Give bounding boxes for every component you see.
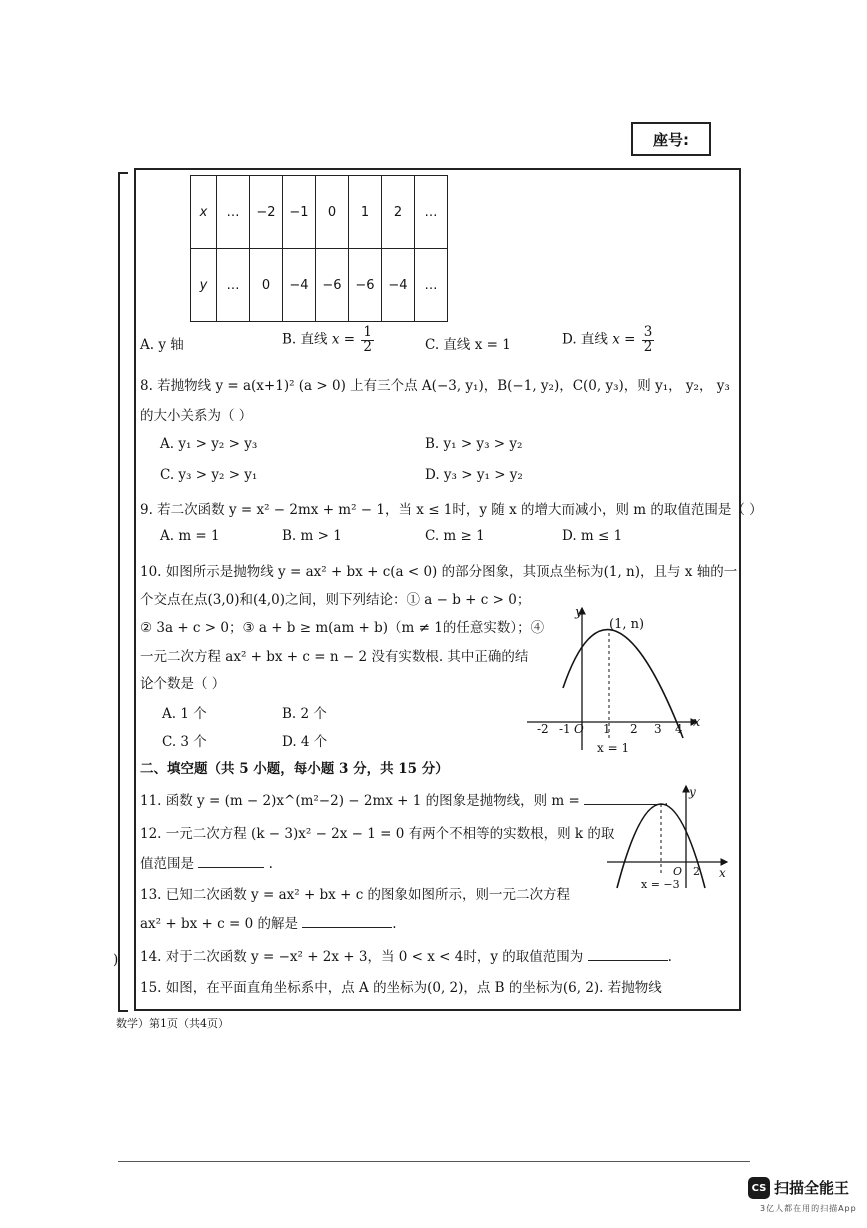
q9-option-b: B. m > 1 bbox=[282, 528, 342, 544]
q14-text: 14. 对于二次函数 y = −x² + 2x + 3，当 0 < x < 4时，y 的取值范围为 bbox=[140, 949, 584, 965]
table-cell: 0 bbox=[316, 176, 349, 249]
table-cell: y bbox=[191, 249, 217, 322]
x-axis-label: x bbox=[693, 715, 701, 730]
q13-stem-line2 bbox=[140, 912, 397, 932]
q8-option-b: B. y₁ > y₃ > y₂ bbox=[425, 436, 523, 452]
q12-stem-line2 bbox=[140, 852, 273, 872]
q12-end: . bbox=[268, 856, 273, 872]
fraction bbox=[642, 326, 655, 354]
y-axis-label: y bbox=[689, 785, 696, 799]
q11-stem bbox=[140, 789, 668, 809]
origin-label: O bbox=[574, 722, 584, 736]
q7-option-b: B. 直线 x = $\frac{1}{2}$ bbox=[282, 324, 372, 355]
q7-option-d-var: x bbox=[612, 331, 620, 348]
q12-stem-line1: 12. 一元二次方程 (k − 3)x² − 2x − 1 = 0 有两个不相等的实数根，则 k 的取 bbox=[140, 826, 615, 842]
scan-divider bbox=[118, 1161, 750, 1162]
q15-stem: 15. 如图，在平面直角坐标系中，点 A 的坐标为(0, 2)，点 B 的坐标为(6, 2). 若抛物线 bbox=[140, 980, 662, 996]
camscanner-tagline: 3亿人都在用的扫描App bbox=[760, 1204, 857, 1213]
q10-option-d: D. 4 个 bbox=[282, 734, 328, 750]
q7-option-c: C. 直线 x = 1 bbox=[425, 337, 511, 353]
q10-stem-line1: 10. 如图所示是抛物线 y = ax² + bx + c(a < 0) 的部分图象，其顶点坐标为(1, n)，且与 x 轴的一 bbox=[140, 564, 738, 580]
q8-stem-line1: 8. 若抛物线 y = a(x+1)² (a > 0) 上有三个点 A(−3, y₁)，B(−1, y₂)，C(0, y₃)，则 y₁， y₂， y₃ bbox=[140, 378, 730, 394]
q8-option-d: D. y₃ > y₁ > y₂ bbox=[425, 467, 523, 483]
denominator: 2 bbox=[643, 338, 653, 355]
table-row-x bbox=[191, 176, 448, 249]
binding-bracket bbox=[118, 172, 128, 1012]
q10-option-c: C. 3 个 bbox=[162, 734, 207, 750]
q11-end: . bbox=[664, 793, 669, 809]
q14-stem bbox=[140, 945, 672, 965]
value-table bbox=[190, 175, 448, 322]
table-cell: −4 bbox=[283, 249, 316, 322]
q7-option-b-var: x bbox=[331, 331, 340, 348]
vertex-label: (1, n) bbox=[609, 617, 645, 632]
q8-option-c: C. y₃ > y₂ > y₁ bbox=[160, 467, 258, 483]
page-footer: 数学）第1页（共4页） bbox=[116, 1017, 229, 1030]
q7-option-b-prefix: B. 直线 bbox=[282, 331, 328, 348]
table-cell: −6 bbox=[349, 249, 382, 322]
table-cell: x bbox=[191, 176, 217, 249]
q10-parabola-graph bbox=[525, 600, 710, 760]
q10-stem-line4: 一元二次方程 ax² + bx + c = n − 2 没有实数根. 其中正确的结 bbox=[140, 649, 529, 665]
table-cell: 2 bbox=[382, 176, 415, 249]
q10-stem-line3: ② 3a + c > 0；③ a + b ≥ m(am + b)（m ≠ 1的任意实数）；④ bbox=[140, 620, 545, 636]
table-cell: 1 bbox=[349, 176, 382, 249]
camscanner-logo: CS bbox=[748, 1177, 770, 1199]
q7-option-d: D. 直线 x = $\frac{3}{2}$ bbox=[562, 324, 653, 355]
camscanner-name: 扫描全能王 bbox=[774, 1179, 850, 1197]
q14-answer-blank[interactable] bbox=[588, 960, 668, 961]
tick-label: 4 bbox=[675, 722, 683, 736]
q10-stem-line5: 论个数是（ ） bbox=[140, 676, 226, 692]
q9-stem: 9. 若二次函数 y = x² − 2mx + m² − 1，当 x ≤ 1时，y 随 x 的增大而减小，则 m 的取值范围是（ ） bbox=[140, 502, 763, 518]
q13-stem-line1: 13. 已知二次函数 y = ax² + bx + c 的图象如图所示，则一元二次方程 bbox=[140, 887, 571, 903]
table-cell: −1 bbox=[283, 176, 316, 249]
table-cell: −6 bbox=[316, 249, 349, 322]
y-axis-label: y bbox=[575, 605, 583, 620]
q13-end: . bbox=[392, 916, 397, 932]
q7-option-a: A. y 轴 bbox=[140, 337, 184, 353]
numerator: 1 bbox=[363, 324, 372, 340]
margin-mark: ) bbox=[113, 952, 119, 968]
q14-end: . bbox=[667, 949, 672, 965]
tick-label: 2 bbox=[630, 722, 638, 736]
table-cell: … bbox=[217, 249, 250, 322]
seat-number-box: 座号: bbox=[631, 122, 711, 156]
q13-parabola-graph bbox=[605, 780, 737, 895]
q10-option-b: B. 2 个 bbox=[282, 706, 327, 722]
table-row-y bbox=[191, 249, 448, 322]
q12-text: 值范围是 bbox=[140, 856, 194, 872]
q8-option-a: A. y₁ > y₂ > y₃ bbox=[160, 436, 258, 452]
q10-option-a: A. 1 个 bbox=[162, 706, 207, 722]
q13-text: ax² + bx + c = 0 的解是 bbox=[140, 916, 298, 932]
q9-option-c: C. m ≥ 1 bbox=[425, 528, 485, 544]
tick-label: -1 bbox=[559, 722, 571, 736]
q9-option-a: A. m = 1 bbox=[160, 528, 220, 544]
symmetry-axis-label: x = 1 bbox=[597, 741, 630, 755]
denominator: 2 bbox=[363, 338, 372, 355]
q10-stem-line2: 个交点在点(3,0)和(4,0)之间，则下列结论：① a − b + c > 0； bbox=[140, 592, 531, 608]
tick-label: -2 bbox=[537, 722, 549, 736]
tick-label: 2 bbox=[693, 865, 700, 878]
symmetry-axis-label: x = −3 bbox=[641, 878, 680, 891]
table-cell: … bbox=[217, 176, 250, 249]
tick-label: 3 bbox=[654, 722, 662, 736]
q7-option-d-prefix: D. 直线 bbox=[562, 331, 608, 348]
table-cell: −2 bbox=[250, 176, 283, 249]
table-cell: … bbox=[415, 176, 448, 249]
table-cell: … bbox=[415, 249, 448, 322]
tick-label: 1 bbox=[603, 722, 611, 736]
q12-answer-blank[interactable] bbox=[198, 867, 264, 868]
q8-stem-line2: 的大小关系为（ ） bbox=[140, 408, 253, 424]
numerator: 3 bbox=[643, 324, 653, 340]
x-axis-label: x bbox=[719, 866, 726, 880]
table-cell: 0 bbox=[250, 249, 283, 322]
fraction bbox=[361, 326, 374, 354]
origin-label: O bbox=[673, 865, 683, 878]
table-cell: −4 bbox=[382, 249, 415, 322]
q11-text: 11. 函数 y = (m − 2)x^(m²−2) − 2mx + 1 的图象是抛物线，则 m = bbox=[140, 793, 580, 809]
q9-option-d: D. m ≤ 1 bbox=[562, 528, 623, 544]
section-title: 二、填空题（共 5 小题，每小题 3 分，共 15 分） bbox=[140, 761, 449, 777]
q13-answer-blank[interactable] bbox=[302, 927, 392, 928]
